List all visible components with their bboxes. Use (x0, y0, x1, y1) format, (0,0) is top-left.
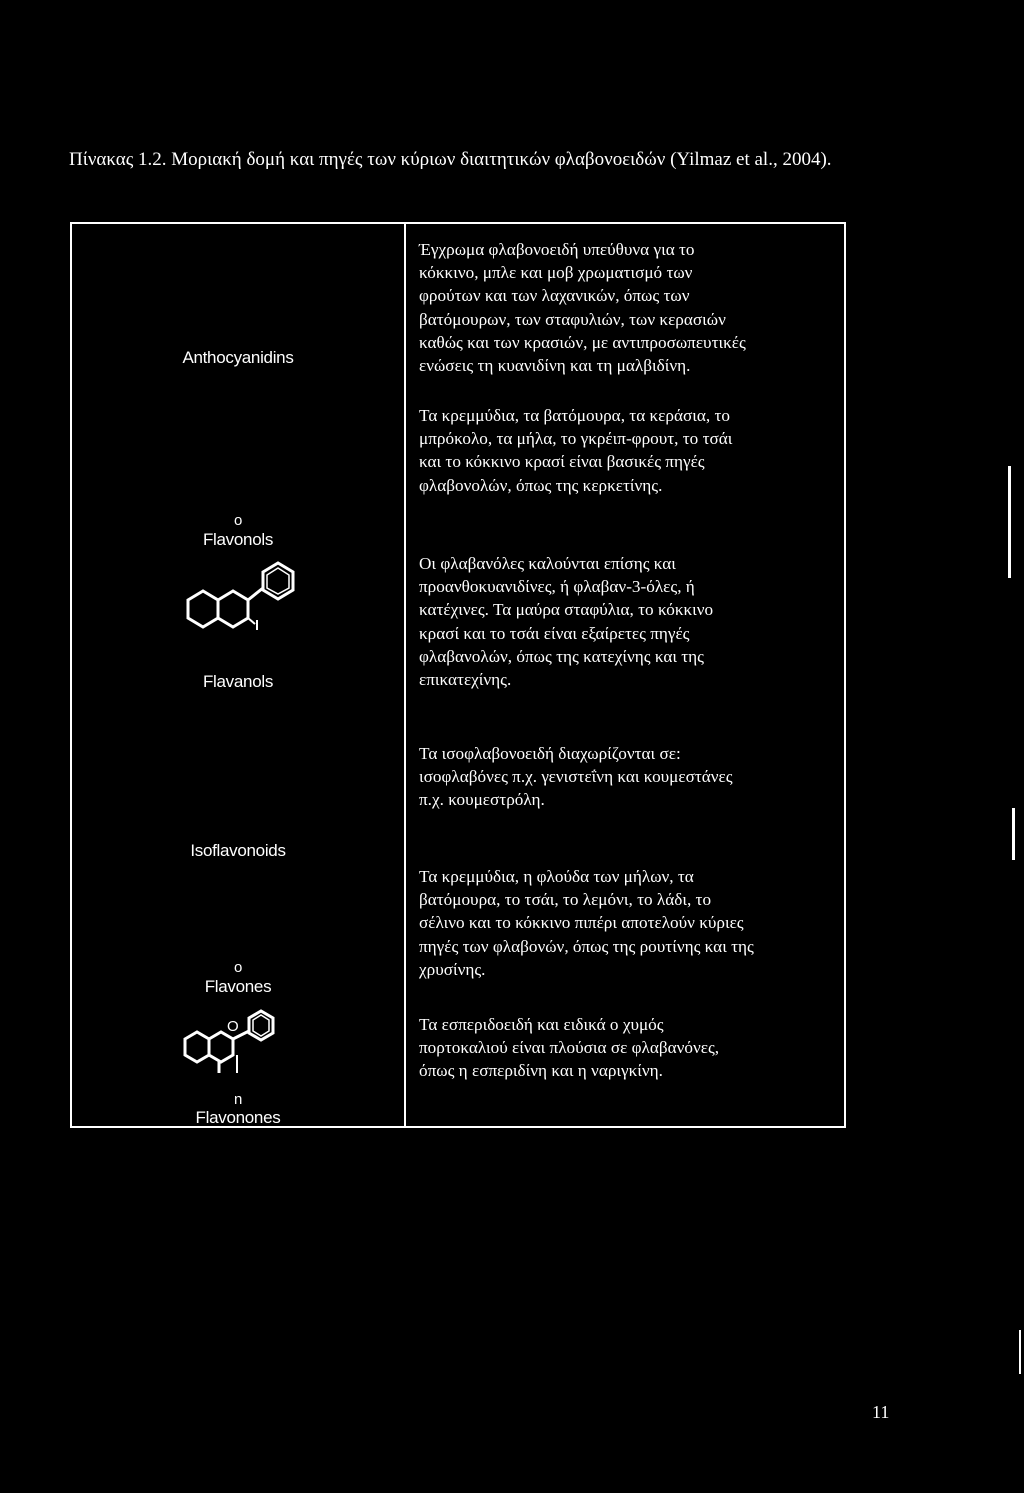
scan-edge-mark (1008, 466, 1011, 578)
page-number: 11 (872, 1402, 890, 1422)
flavonoid-structure-image (72, 560, 404, 620)
description-flavonols: Τα κρεμμύδια, τα βατόμουρα, τα κεράσια, το μπρόκολο, τα μήλα, το γκρέιπ-φρουτ, το τσάι και το κόκκινο κρασί είναι βασικές πηγές φλαβονολών, όπως της κερκετίνης. (419, 406, 733, 495)
label-isoflavonoids: Isoflavonoids (190, 841, 286, 860)
description-flavanols: Οι φλαβανόλες καλούνται επίσης και προανθοκυανιδίνες, ή φλαβαν-3-όλες, ή κατέχινες. Τα μαύρα σταφύλια, το κόκκινο κρασί και το τσάι είναι εξαίρετες πηγές φλαβανολών, όπως της κατεχίνης και της επικατεχίνης. (419, 554, 714, 690)
flavones-oxygen-mark: o (233, 959, 243, 976)
label-anthocyanidins: Anthocyanidins (182, 348, 294, 367)
flavonoid-table (70, 222, 846, 1128)
description-column (406, 224, 846, 1126)
class-column (72, 224, 404, 1126)
description-flavones: Τα κρεμμύδια, η φλούδα των μήλων, τα βατόμουρα, το τσάι, το λεμόνι, το λάδι, το σέλινο και το κόκκινο πιπέρι αποτελούν κύριες πηγές των φλαβονών, όπως της ρουτίνης και της χρυσίνης. (419, 867, 754, 979)
label-flavones: Flavones (204, 977, 272, 996)
scan-edge-mark (1012, 808, 1015, 860)
scan-edge-mark (1019, 1330, 1021, 1374)
table-caption: Πίνακας 1.2. Μοριακή δομή και πηγές των κύριων διαιτητικών φλαβονοειδών (Yilmaz et al., 2004). (69, 149, 832, 170)
flavonols-oxygen-mark: o (233, 512, 243, 529)
description-flavonones: Τα εσπεριδοειδή και ειδικά ο χυμός πορτοκαλιού είναι πλούσια σε φλαβανόνες, όπως η εσπεριδίνη και η ναριγκίνη. (419, 1015, 720, 1081)
description-anthocyanidins: Έγχρωμα φλαβονοειδή υπεύθυνα για το κόκκινο, μπλε και μοβ χρωματισμό των φρούτων και των λαχανικών, όπως των βατόμουρων, των σταφυλιών, των κερασιών καθώς και των κρασιών, με αντιπροσωπευτικές ενώσεις τη κυανιδίνη και τη μαλβιδίνη. (419, 240, 746, 376)
flavone-ring-oxygen: O (227, 1018, 239, 1035)
description-isoflavonoids: Τα ισοφλαβονοειδή διαχωρίζονται σε: ισοφλαβόνες π.χ. γενιστεΐνη και κουμεστάνες π.χ. κουμεστρόλη. (419, 744, 733, 810)
label-flavanols: Flavanols (202, 672, 274, 691)
flavonones-oxygen-mark: n (233, 1091, 243, 1108)
label-flavonols: Flavonols (202, 530, 274, 549)
label-flavonones: Flavonones (195, 1108, 281, 1127)
flavone-structure-image (72, 1009, 404, 1069)
